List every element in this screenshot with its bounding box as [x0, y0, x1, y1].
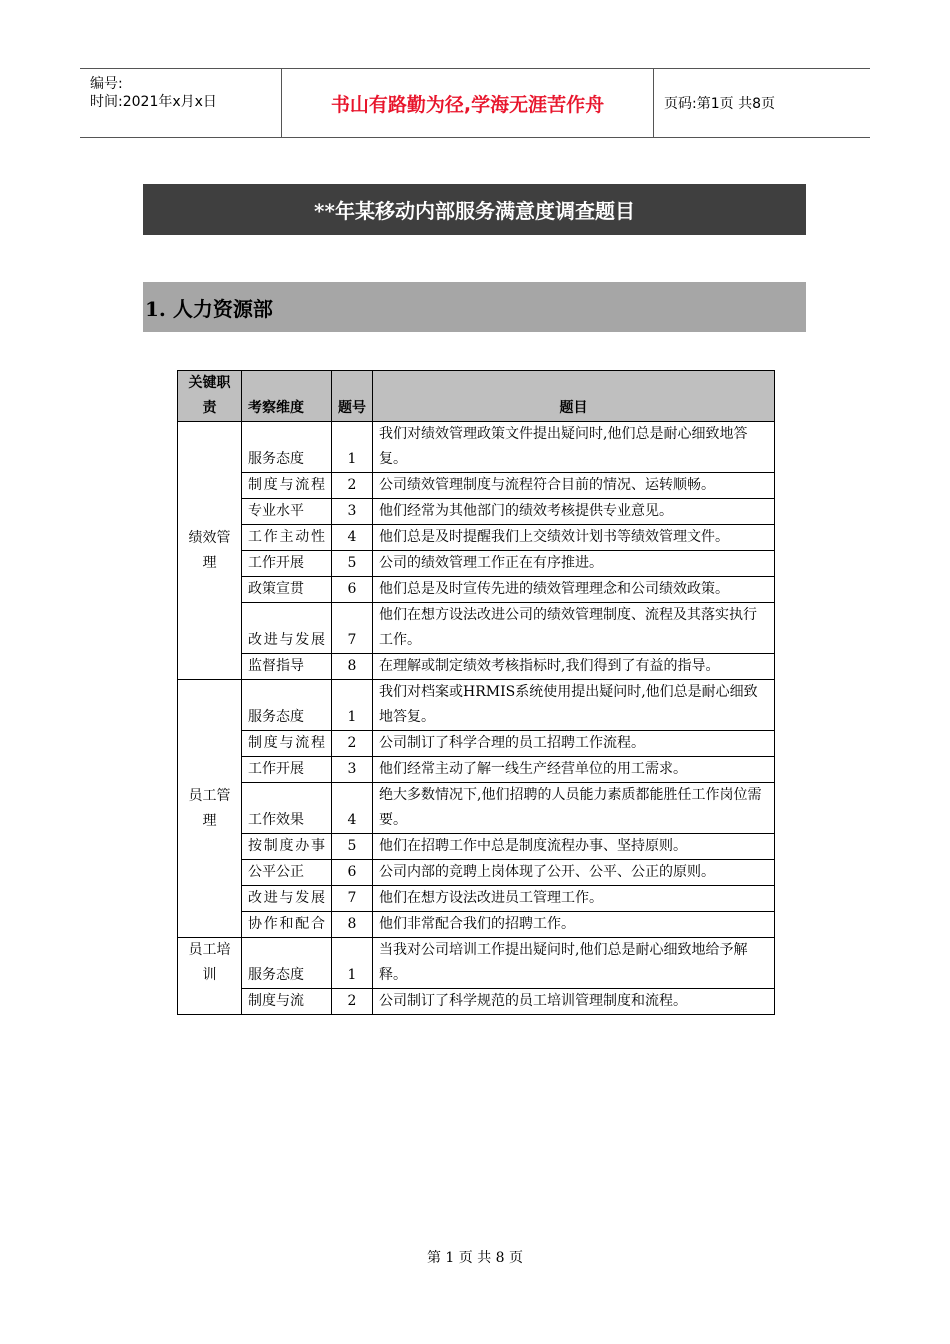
question-text-cell: 在理解或制定绩效考核指标时,我们得到了有益的指导。 — [373, 654, 775, 680]
table-row — [178, 422, 775, 473]
dimension-cell: 工作开展 — [242, 757, 332, 783]
table-row — [178, 783, 775, 834]
question-text-cell: 公司内部的竞聘上岗体现了公开、公平、公正的原则。 — [373, 860, 775, 886]
table-row — [178, 551, 775, 577]
section-heading-text: 1. 人力资源部 — [145, 296, 273, 321]
question-number-cell: 4 — [332, 525, 373, 551]
question-number-cell: 1 — [332, 680, 373, 731]
question-text-cell: 他们在想方设法改进员工管理工作。 — [373, 886, 775, 912]
question-number-cell: 8 — [332, 654, 373, 680]
question-number-cell: 8 — [332, 912, 373, 938]
table-row — [178, 886, 775, 912]
table-row — [178, 834, 775, 860]
header-number: 题号 — [332, 371, 373, 422]
question-text-cell: 他们在招聘工作中总是制度流程办事、坚持原则。 — [373, 834, 775, 860]
dimension-cell: 专业水平 — [242, 499, 332, 525]
question-text-cell: 他们总是及时提醒我们上交绩效计划书等绩效管理文件。 — [373, 525, 775, 551]
question-number-cell: 5 — [332, 834, 373, 860]
doc-time-label: 时间:2021年x月x日 — [90, 94, 217, 110]
question-text-cell: 他们经常主动了解一线生产经营单位的用工需求。 — [373, 757, 775, 783]
dimension-cell: 改进与发展 — [242, 603, 332, 654]
dimension-cell: 按制度办事 — [242, 834, 332, 860]
dimension-cell: 工作主动性 — [242, 525, 332, 551]
survey-table — [177, 370, 775, 1015]
dimension-cell: 服务态度 — [242, 422, 332, 473]
question-text-cell: 我们对档案或HRMIS系统使用提出疑问时,他们总是耐心细致地答复。 — [373, 680, 775, 731]
question-number-cell: 7 — [332, 603, 373, 654]
question-text-cell: 他们在想方设法改进公司的绩效管理制度、流程及其落实执行工作。 — [373, 603, 775, 654]
header-dimension: 考察维度 — [242, 371, 332, 422]
page-header — [80, 68, 870, 138]
question-text-cell: 我们对绩效管理政策文件提出疑问时,他们总是耐心细致地答复。 — [373, 422, 775, 473]
document-title: **年某移动内部服务满意度调查题目 — [143, 184, 806, 235]
header-motto: 书山有路勤为径,学海无涯苦作舟 — [281, 69, 654, 137]
dimension-cell: 协作和配合 — [242, 912, 332, 938]
question-number-cell: 5 — [332, 551, 373, 577]
question-text-cell: 公司制订了科学规范的员工培训管理制度和流程。 — [373, 989, 775, 1015]
table-row — [178, 731, 775, 757]
key-duty-cell: 员工培训 — [178, 938, 242, 1015]
header-left-cell — [80, 69, 280, 137]
page-footer: 第 1 页 共 8 页 — [426, 1250, 524, 1266]
question-number-cell: 2 — [332, 473, 373, 499]
question-number-cell: 1 — [332, 938, 373, 989]
table-row — [178, 499, 775, 525]
question-number-cell: 7 — [332, 886, 373, 912]
dimension-cell: 制度与流程 — [242, 731, 332, 757]
dimension-cell: 政策宣贯 — [242, 577, 332, 603]
question-number-cell: 1 — [332, 422, 373, 473]
table-row — [178, 860, 775, 886]
dimension-cell: 工作效果 — [242, 783, 332, 834]
table-row — [178, 473, 775, 499]
section-heading — [143, 282, 806, 332]
key-duty-cell: 绩效管理 — [178, 422, 242, 680]
header-question: 题目 — [373, 371, 775, 422]
question-text-cell: 当我对公司培训工作提出疑问时,他们总是耐心细致地给予解释。 — [373, 938, 775, 989]
dimension-cell: 公平公正 — [242, 860, 332, 886]
dimension-cell: 服务态度 — [242, 938, 332, 989]
question-number-cell: 4 — [332, 783, 373, 834]
question-text-cell: 他们非常配合我们的招聘工作。 — [373, 912, 775, 938]
dimension-cell: 工作开展 — [242, 551, 332, 577]
table-row — [178, 989, 775, 1015]
question-text-cell: 他们总是及时宣传先进的绩效管理理念和公司绩效政策。 — [373, 577, 775, 603]
question-number-cell: 3 — [332, 757, 373, 783]
table-row — [178, 654, 775, 680]
question-number-cell: 2 — [332, 989, 373, 1015]
question-text-cell: 公司的绩效管理工作正在有序推进。 — [373, 551, 775, 577]
question-number-cell: 6 — [332, 577, 373, 603]
doc-code-label: 编号: — [90, 76, 123, 92]
question-number-cell: 3 — [332, 499, 373, 525]
table-row — [178, 912, 775, 938]
table-row — [178, 525, 775, 551]
table-header-row — [178, 371, 775, 422]
table-body — [178, 422, 775, 1015]
dimension-cell: 服务态度 — [242, 680, 332, 731]
key-duty-cell: 员工管理 — [178, 680, 242, 938]
question-number-cell: 2 — [332, 731, 373, 757]
dimension-cell: 制度与流 — [242, 989, 332, 1015]
question-text-cell: 公司制订了科学合理的员工招聘工作流程。 — [373, 731, 775, 757]
header-page-info: 页码:第1页 共8页 — [664, 96, 775, 112]
dimension-cell: 制度与流程 — [242, 473, 332, 499]
table-row — [178, 680, 775, 731]
table-row — [178, 603, 775, 654]
table-row — [178, 757, 775, 783]
dimension-cell: 改进与发展 — [242, 886, 332, 912]
table-row — [178, 938, 775, 989]
question-number-cell: 6 — [332, 860, 373, 886]
question-text-cell: 公司绩效管理制度与流程符合目前的情况、运转顺畅。 — [373, 473, 775, 499]
table-row — [178, 577, 775, 603]
question-text-cell: 绝大多数情况下,他们招聘的人员能力素质都能胜任工作岗位需要。 — [373, 783, 775, 834]
header-key-duty: 关键职责 — [178, 371, 242, 422]
question-text-cell: 他们经常为其他部门的绩效考核提供专业意见。 — [373, 499, 775, 525]
dimension-cell: 监督指导 — [242, 654, 332, 680]
